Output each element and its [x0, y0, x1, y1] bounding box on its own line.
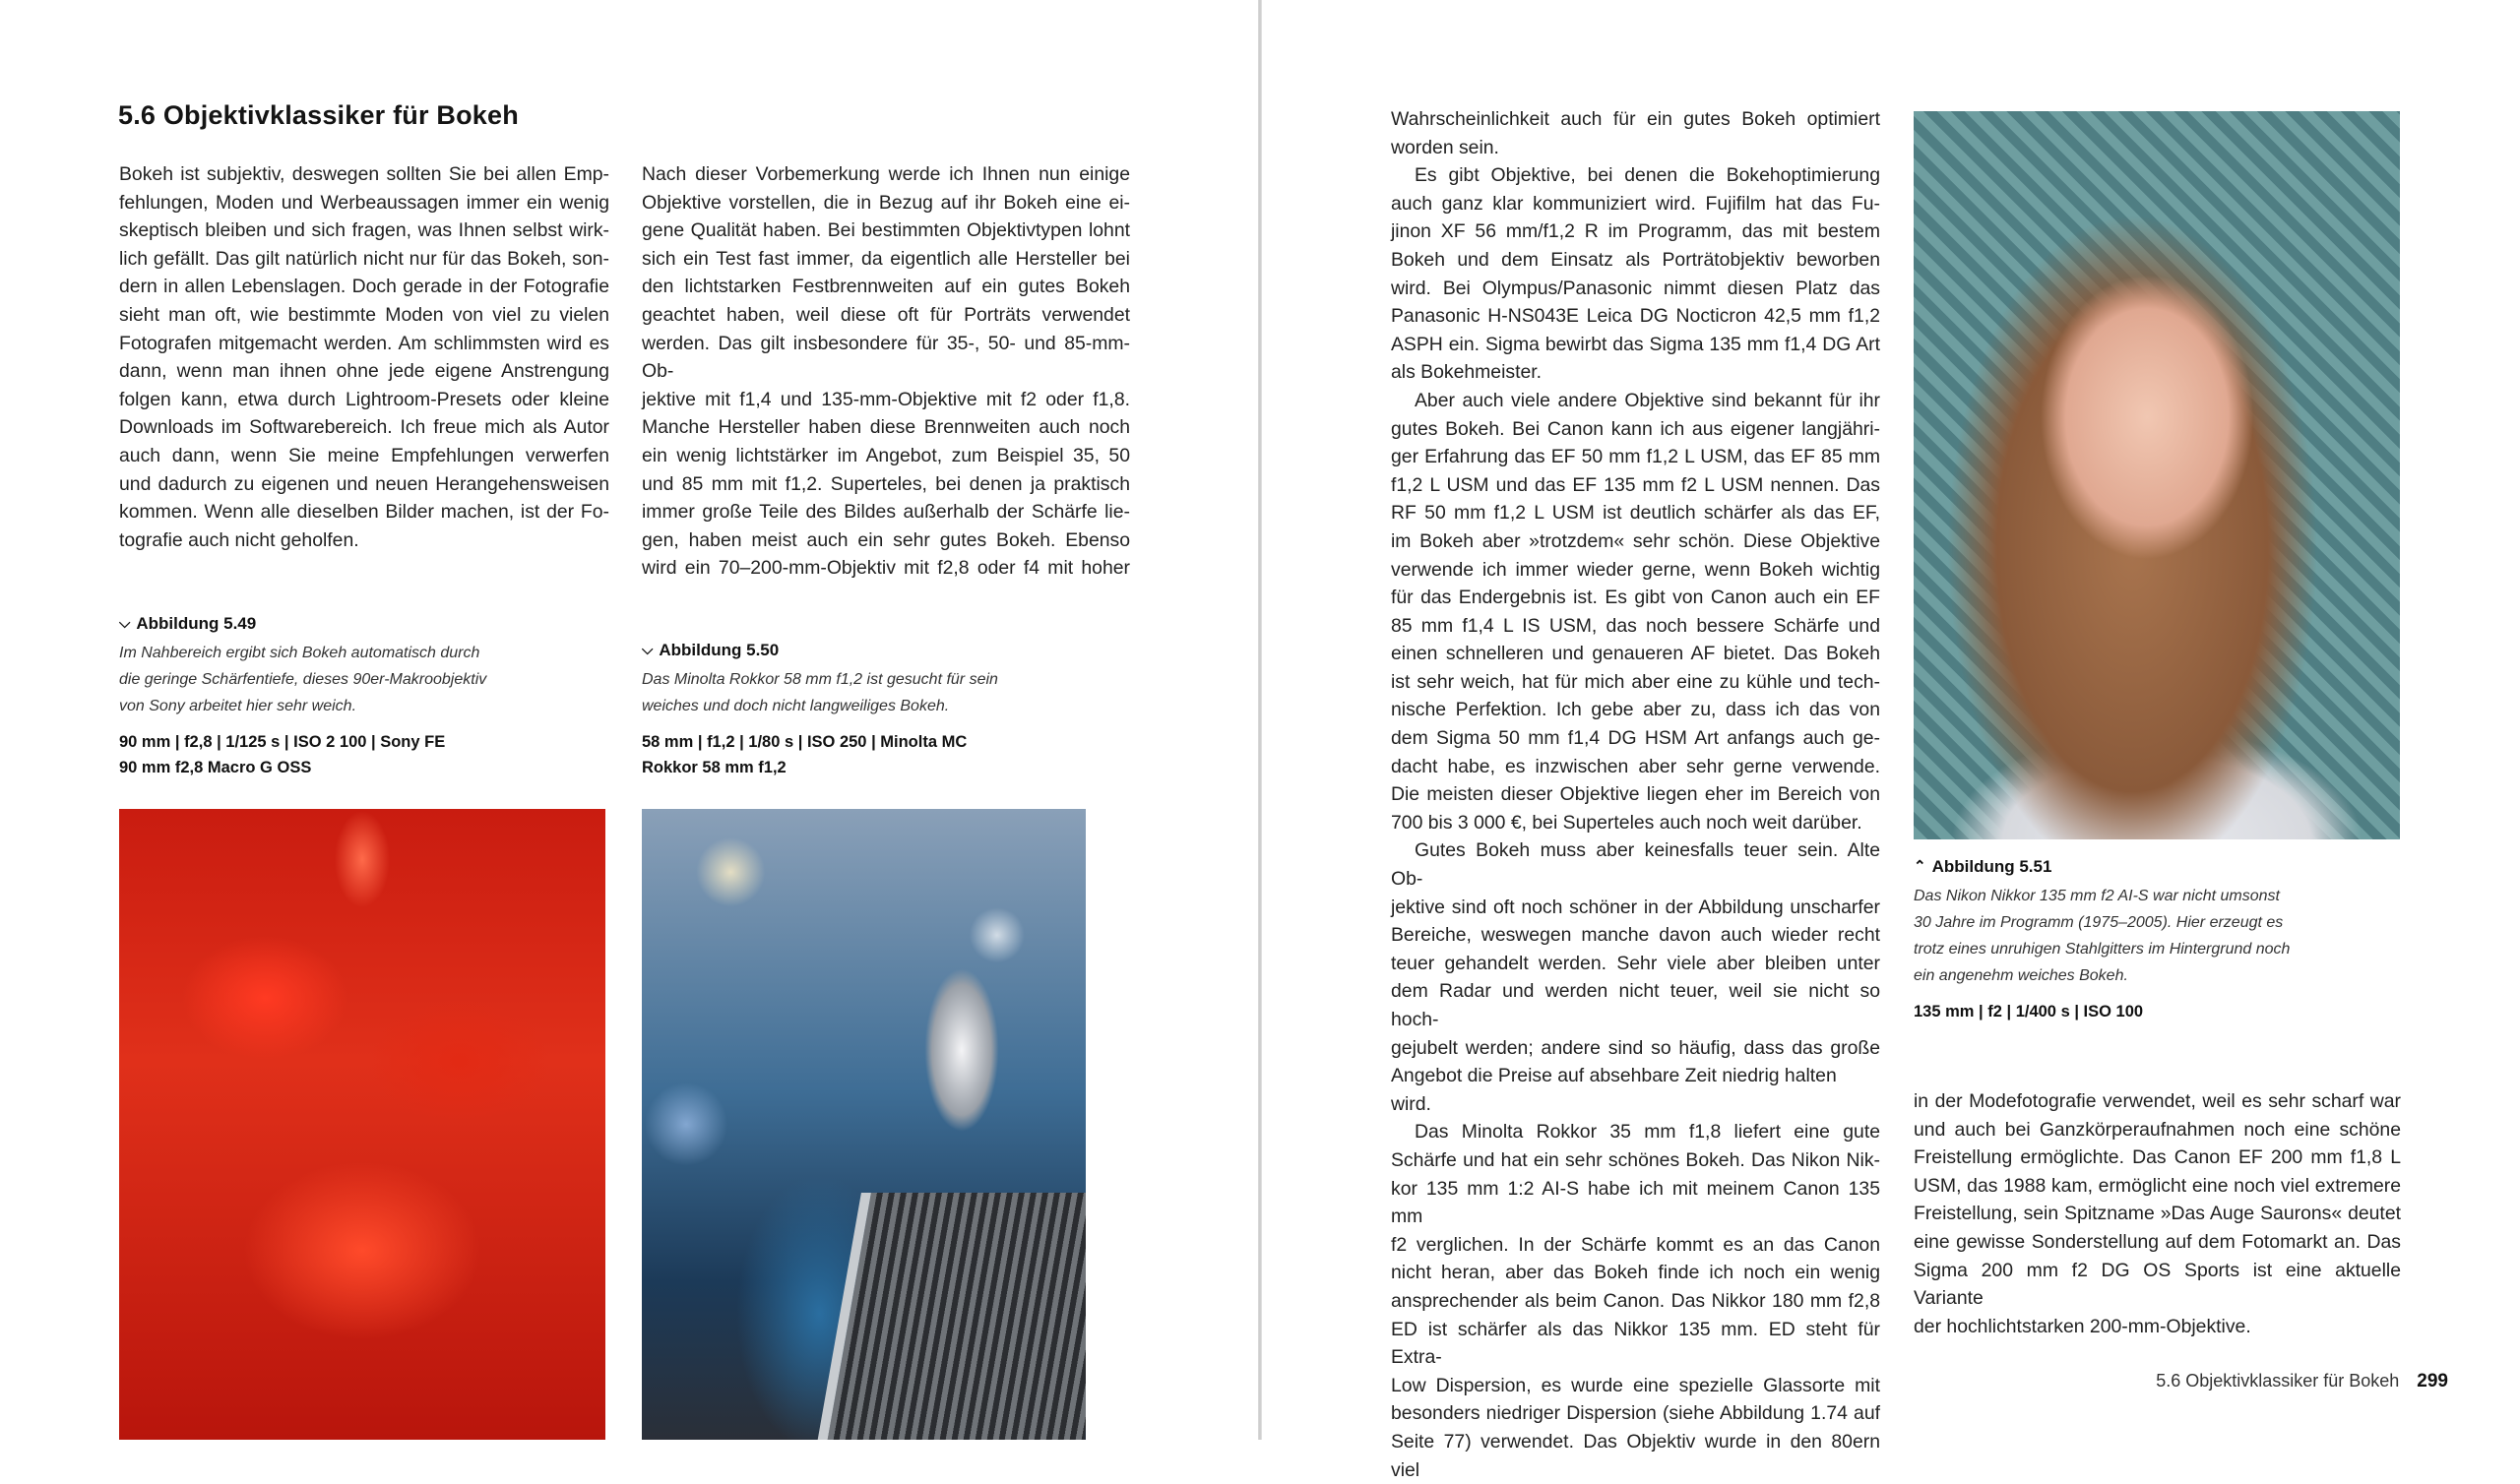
- text-line: wird. Bei Olympus/Panasonic nimmt diesen Platz das: [1391, 277, 1880, 299]
- caption-5-51: [1914, 855, 2386, 1024]
- caption-title: Abbildung 5.50: [659, 641, 780, 659]
- caption-meta: 58 mm | f1,2 | 1/80 s | ISO 250 | Minolta MC Rokkor 58 mm f1,2: [642, 733, 968, 776]
- text-line: dacht habe, es inzwischen aber sehr gerne verwende.: [1391, 755, 1880, 777]
- text-line: Es gibt Objektive, bei denen die Bokehoptimierung: [1415, 164, 1880, 187]
- text-line: gejubelt werden; andere sind so häufig, dass das große: [1391, 1036, 1880, 1059]
- text-line: gen, haben meist auch ein sehr gutes Bokeh. Ebenso: [642, 528, 1130, 551]
- text-line: Downloads im Softwarebereich. Ich freue mich als Autor: [119, 416, 609, 439]
- text-line: gene Qualität haben. Bei bestimmten Objektivtypen lohnt: [642, 219, 1130, 242]
- chevron-down-icon: ⌵: [642, 642, 654, 658]
- text-line: lich gefällt. Das gilt natürlich nicht nur für das Bokeh, son-: [119, 247, 609, 270]
- caption-5-49: [119, 612, 533, 780]
- text-line: wird ein 70–200-mm-Objektiv mit f2,8 oder f4 mit hoher: [642, 557, 1130, 580]
- text-line: worden sein.: [1391, 136, 1499, 158]
- text-line: 700 bis 3 000 €, bei Superteles auch noch weit darüber.: [1391, 811, 1862, 834]
- right-page: [1262, 0, 2520, 1481]
- page-number: 299: [2417, 1371, 2448, 1391]
- caption-title: Abbildung 5.51: [1931, 857, 2052, 876]
- text-line: und auch bei Ganzkörperaufnahmen noch eine schöne: [1914, 1118, 2401, 1141]
- text-line: dem Sigma 50 mm f1,4 DG HSM Art anfangs auch ge-: [1391, 727, 1880, 750]
- page-footer: [2156, 1371, 2448, 1392]
- text-line: und dadurch zu eigenen und neuen Herangehensweisen: [119, 472, 609, 495]
- radiator-grill: [816, 1193, 1086, 1440]
- text-line: Low Dispersion, es wurde eine spezielle Glassorte mit: [1391, 1374, 1880, 1396]
- text-line: Sigma 200 mm f2 DG OS Sports ist eine aktuelle Variante: [1914, 1259, 2401, 1310]
- text-line: fehlungen, Moden und Werbeaussagen immer ein wenig: [119, 191, 609, 214]
- left-column-2: [642, 160, 1130, 583]
- text-line: dern in allen Lebenslagen. Doch gerade in der Fotografie: [119, 276, 609, 298]
- text-line: Freistellung ermöglichte. Das Canon EF 200 mm f1,8 L: [1914, 1146, 2401, 1169]
- hood-ornament-figure: [908, 937, 1016, 1163]
- text-line: ein wenig lichtstärker im Angebot, zum Beispiel 35, 50: [642, 444, 1130, 466]
- text-line: gutes Bokeh. Bei Canon kann ich aus eigener langjähri-: [1391, 417, 1880, 440]
- text-line: nische Perfektion. Ich gebe aber zu, dass ich das von: [1391, 699, 1880, 721]
- text-line: den lichtstarken Festbrennweiten auf ein gutes Bokeh: [642, 276, 1130, 298]
- text-line: Wahrscheinlichkeit auch für ein gutes Bokeh optimiert: [1391, 108, 1880, 130]
- text-line: folgen kann, etwa durch Lightroom-Presets oder kleine: [119, 388, 609, 410]
- text-line: auch ganz klar kommuniziert wird. Fujifilm hat das Fu-: [1391, 192, 1880, 215]
- text-line: Aber auch viele andere Objektive sind bekannt für ihr: [1415, 389, 1880, 411]
- caption-meta: 90 mm | f2,8 | 1/125 s | ISO 2 100 | Sony FE 90 mm f2,8 Macro G OSS: [119, 733, 446, 776]
- left-page: [0, 0, 1258, 1440]
- text-line: f1,2 L USM und das EF 135 mm f2 L USM nennen. Das: [1391, 473, 1880, 496]
- text-line: jektive sind oft noch schöner in der Abbildung unscharfer: [1391, 896, 1880, 918]
- text-line: skeptisch bleiben und sich fragen, was Ihnen selbst wirk-: [119, 219, 609, 242]
- text-line: besonders niedriger Dispersion (siehe Abbildung 1.74 auf: [1391, 1402, 1880, 1425]
- text-line: geachtet haben, weil diese oft für Porträts verwendet: [642, 303, 1130, 326]
- text-line: 85 mm f1,4 L IS USM, das noch bessere Schärfe und: [1391, 614, 1880, 637]
- text-line: Schärfe und hat ein sehr schönes Bokeh. Das Nikon Nik-: [1391, 1148, 1880, 1171]
- text-line: ED ist schärfer als das Nikkor 135 mm. ED steht für Extra-: [1391, 1318, 1880, 1369]
- caption-body: Das Nikon Nikkor 135 mm f2 AI-S war nicht umsonst 30 Jahre im Programm (1975–2005). Hier erzeugt es trotz eines unruhigen Stahlgitters im Hintergrund noch ein angenehm weiches Bokeh.: [1914, 888, 2291, 984]
- text-line: immer große Teile des Bildes außerhalb der Schärfe lie-: [642, 501, 1130, 524]
- text-line: im Bokeh aber »trotzdem« sehr schön. Diese Objektive: [1391, 529, 1880, 552]
- text-line: jinon XF 56 mm/f1,2 R im Programm, das mit bestem: [1391, 220, 1880, 243]
- text-line: auch dann, wenn Sie meine Empfehlungen verwerfen: [119, 444, 609, 466]
- caption-body: Im Nahbereich ergibt sich Bokeh automatisch durch die geringe Schärfentiefe, dieses 90er-Makroobjektiv von Sony arbeitet hier sehr weich.: [119, 645, 487, 714]
- text-line: sieht man oft, wie bestimmte Moden von viel zu vielen: [119, 303, 609, 326]
- text-line: Bokeh und dem Einsatz als Porträtobjektiv beworben: [1391, 248, 1880, 271]
- running-head: 5.6 Objektivklassiker für Bokeh: [2156, 1371, 2400, 1391]
- text-line: Bereiche, weswegen manche davon auch wieder recht: [1391, 924, 1880, 947]
- text-line: USM, das 1988 kam, ermöglicht eine noch viel extremere: [1914, 1174, 2401, 1197]
- text-line: verwende ich immer wieder gerne, wenn Bokeh wichtig: [1391, 558, 1880, 581]
- text-line: f2 verglichen. In der Schärfe kommt es an das Canon: [1391, 1233, 1880, 1256]
- caption-title: Abbildung 5.49: [136, 614, 257, 633]
- text-line: Nach dieser Vorbemerkung werde ich Ihnen nun einige: [642, 163, 1130, 185]
- text-line: einen schnelleren und genaueren AF bietet. Das Bokeh: [1391, 643, 1880, 665]
- left-column-1: [119, 160, 609, 554]
- photo-hood-ornament: [642, 809, 1086, 1440]
- text-line: teuer gehandelt werden. Sehr viele aber bleiben unter: [1391, 952, 1880, 974]
- text-line: Manche Hersteller haben diese Brennweiten auch noch: [642, 416, 1130, 439]
- text-line: in der Modefotografie verwendet, weil es sehr scharf war: [1914, 1090, 2401, 1112]
- caption-body: Das Minolta Rokkor 58 mm f1,2 ist gesucht für sein weiches und doch nicht langweiliges Bokeh.: [642, 671, 998, 714]
- text-line: Das Minolta Rokkor 35 mm f1,8 liefert eine gute: [1415, 1121, 1880, 1144]
- text-line: Seite 77) verwendet. Das Objektiv wurde in den 80ern viel: [1391, 1430, 1880, 1481]
- caption-meta: 135 mm | f2 | 1/400 s | ISO 100: [1914, 1003, 2144, 1020]
- right-column-1: [1391, 105, 1880, 1484]
- chevron-down-icon: ⌵: [119, 615, 131, 632]
- text-line: sich ein Test fast immer, da eigentlich alle Hersteller bei: [642, 247, 1130, 270]
- text-line: Gutes Bokeh muss aber keinesfalls teuer sein. Alte Ob-: [1391, 839, 1880, 891]
- text-line: ist sehr weich, hat für mich aber eine zu kühle und tech-: [1391, 670, 1880, 693]
- right-column-2: [1914, 1087, 2401, 1340]
- text-line: Bokeh ist subjektiv, deswegen sollten Sie bei allen Emp-: [119, 163, 609, 185]
- text-line: eine gewisse Sonderstellung auf dem Fotomarkt an. Das: [1914, 1230, 2401, 1253]
- text-line: kor 135 mm 1:2 AI-S habe ich mit meinem Canon 135 mm: [1391, 1177, 1880, 1228]
- text-line: nicht heran, aber das Bokeh finde ich noch ein wenig: [1391, 1262, 1880, 1284]
- caption-5-50: [642, 639, 1055, 780]
- text-line: ger Erfahrung das EF 50 mm f1,2 L USM, das EF 85 mm: [1391, 446, 1880, 468]
- photo-aloe-macro: [119, 809, 605, 1440]
- text-line: Angebot die Preise auf absehbare Zeit niedrig halten wird.: [1391, 1065, 1837, 1115]
- text-line: Die meisten dieser Objektive liegen eher im Bereich von: [1391, 783, 1880, 806]
- text-line: als Bokehmeister.: [1391, 361, 1543, 384]
- text-line: dem Radar und werden nicht teuer, weil sie nicht so hoch-: [1391, 980, 1880, 1030]
- photo-portrait: [1914, 111, 2400, 839]
- text-line: der hochlichtstarken 200-mm-Objektive.: [1914, 1315, 2251, 1337]
- text-line: Freistellung, sein Spitzname »Das Auge Saurons« deutet: [1914, 1203, 2401, 1225]
- text-line: ASPH ein. Sigma bewirbt das Sigma 135 mm f1,4 DG Art: [1391, 333, 1880, 355]
- chevron-up-icon: ⌃: [1914, 858, 1926, 875]
- text-line: werden. Das gilt insbesondere für 35-, 50- und 85-mm-Ob-: [642, 332, 1130, 383]
- text-line: Panasonic H-NS043E Leica DG Nocticron 42,5 mm f1,2: [1391, 305, 1880, 328]
- text-line: Objektive vorstellen, die in Bezug auf ihr Bokeh eine ei-: [642, 191, 1130, 214]
- text-line: dann, wenn man ihnen ohne jede eigene Anstrengung: [119, 360, 609, 383]
- section-heading: 5.6 Objektivklassiker für Bokeh: [118, 100, 519, 130]
- text-line: ansprechender als beim Canon. Das Nikkor 180 mm f2,8: [1391, 1289, 1880, 1312]
- text-line: für das Endergebnis ist. Es gibt von Canon auch ein EF: [1391, 587, 1880, 609]
- text-line: jektive mit f1,4 und 135-mm-Objektive mit f2 oder f1,8.: [642, 388, 1130, 410]
- text-line: kommen. Wenn alle dieselben Bilder machen, ist der Fo-: [119, 501, 609, 524]
- text-line: RF 50 mm f1,2 L USM ist deutlich schärfer als das EF,: [1391, 502, 1880, 525]
- text-line: tografie auch nicht geholfen.: [119, 528, 359, 551]
- text-line: und 85 mm mit f1,2. Superteles, bei denen ja praktisch: [642, 472, 1130, 495]
- text-line: Fotografen mitgemacht werden. Am schlimmsten wird es: [119, 332, 609, 354]
